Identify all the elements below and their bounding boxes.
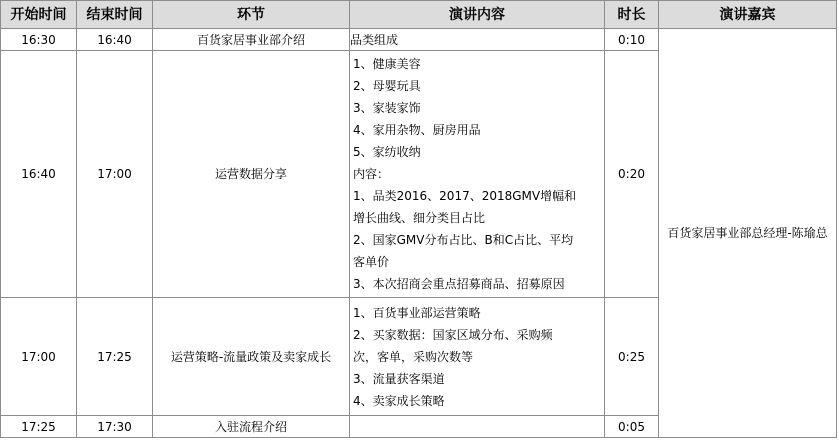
- content-line: 3、流量获客渠道: [353, 371, 445, 386]
- content-line: 4、卖家成长策略: [353, 393, 445, 408]
- header-session[interactable]: 环节: [153, 1, 350, 29]
- content-line: 5、家纺收纳: [353, 145, 421, 159]
- content-line: 内容：: [353, 167, 390, 181]
- content-line: 增长曲线、细分类目占比: [353, 211, 486, 225]
- start-time-cell[interactable]: 16:40: [1, 51, 77, 298]
- content-lines: [350, 53, 604, 295]
- session-cell[interactable]: 百货家居事业部介绍: [153, 29, 350, 51]
- table-row: [1, 29, 837, 51]
- header-duration[interactable]: 时长: [605, 1, 659, 29]
- content-line: 2、母婴玩具: [353, 79, 421, 93]
- end-time-cell[interactable]: 17:25: [77, 298, 153, 416]
- content-line: 2、国家GMV分布占比、B和C占比、平均: [353, 233, 574, 247]
- content-line: 2、买家数据：国家区域分布、采购频: [353, 327, 553, 342]
- session-cell[interactable]: 运营数据分享: [153, 51, 350, 298]
- header-end-time[interactable]: 结束时间: [77, 1, 153, 29]
- content-line: 1、品类2016、2017、2018GMV增幅和: [353, 189, 577, 203]
- duration-cell[interactable]: 0:10: [605, 29, 659, 51]
- content-line: 客单价: [353, 255, 390, 269]
- header-content[interactable]: 演讲内容: [350, 1, 605, 29]
- content-line: 1、健康美容: [353, 57, 421, 71]
- content-cell[interactable]: [350, 298, 605, 416]
- content-line: 3、家装家饰: [353, 101, 421, 115]
- header-start-time[interactable]: 开始时间: [1, 1, 77, 29]
- duration-cell[interactable]: 0:05: [605, 416, 659, 438]
- header-speaker[interactable]: 演讲嘉宾: [659, 1, 837, 29]
- end-time-cell[interactable]: 17:30: [77, 416, 153, 438]
- content-lines: [350, 302, 604, 412]
- content-line: 3、本次招商会重点招募商品、招募原因: [353, 277, 565, 291]
- session-cell[interactable]: 入驻流程介绍: [153, 416, 350, 438]
- duration-cell[interactable]: 0:20: [605, 51, 659, 298]
- content-cell[interactable]: [350, 51, 605, 298]
- end-time-cell[interactable]: 16:40: [77, 29, 153, 51]
- speaker-cell[interactable]: 百货家居事业部总经理-陈瑜总: [659, 29, 837, 438]
- end-time-cell[interactable]: 17:00: [77, 51, 153, 298]
- start-time-cell[interactable]: 16:30: [1, 29, 77, 51]
- start-time-cell[interactable]: 17:25: [1, 416, 77, 438]
- content-line: 4、家用杂物、厨房用品: [353, 123, 481, 137]
- duration-cell[interactable]: 0:25: [605, 298, 659, 416]
- content-line: 1、百货事业部运营策略: [353, 305, 481, 320]
- header-row: [1, 1, 837, 29]
- content-line: 次，客单，采购次数等: [353, 349, 474, 364]
- content-cell[interactable]: [350, 416, 605, 438]
- content-cell[interactable]: 品类组成: [350, 29, 605, 51]
- start-time-cell[interactable]: 17:00: [1, 298, 77, 416]
- session-cell[interactable]: 运营策略-流量政策及卖家成长: [153, 298, 350, 416]
